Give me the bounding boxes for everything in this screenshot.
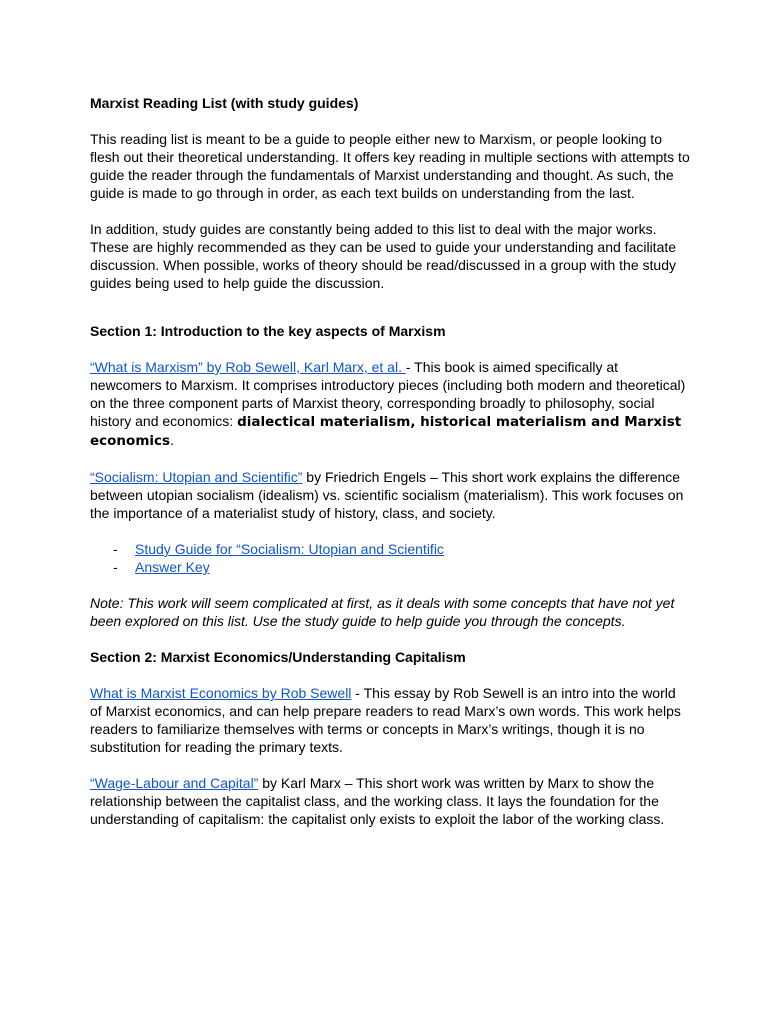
- entry-bold-topics: dialectical materialism, historical materialism and Marxist economics: [90, 414, 682, 449]
- entry-description: by Friedrich Engels – This short work explains the difference between utopian socialism (idealism) vs. scientific socialism (materialism). This work focuses on the importance of a materialist study of history, class, and society.: [90, 469, 684, 521]
- link-study-guide[interactable]: Study Guide for “Socialism: Utopian and Scientific: [135, 541, 444, 557]
- section-2-entry-marxist-economics: [90, 684, 690, 756]
- list-item: [90, 540, 690, 558]
- list-dash: -: [113, 559, 118, 575]
- section-1-entry-what-is-marxism: [90, 358, 690, 450]
- section-1-heading: Section 1: Introduction to the key aspects of Marxism: [90, 323, 446, 339]
- document-body: [90, 94, 690, 846]
- entry-description: - This book is aimed specifically at newcomers to Marxism. It comprises introductory pieces (including both modern and theoretical) on the three component parts of Marxist theory, corresponding broadly to philosophy, social history and economics:: [90, 359, 686, 429]
- intro-paragraph-1: This reading list is meant to be a guide to people either new to Marxism, or people looking to flesh out their theoretical understanding. It offers key reading in multiple sections with attempts to guide the reader through the fundamentals of Marxist understanding and thought. As such, the guide is made to go through in order, as each text builds on understanding from the last.: [90, 131, 690, 201]
- section-1-entry-socialism: [90, 468, 690, 522]
- link-socialism-utopian-scientific[interactable]: “Socialism: Utopian and Scientific”: [90, 469, 303, 485]
- list-item: [90, 558, 690, 576]
- link-wage-labour-and-capital[interactable]: “Wage-Labour and Capital”: [90, 775, 259, 791]
- section-1-note: Note: This work will seem complicated at first, as it deals with some concepts that have not yet been explored on this list. Use the study guide to help guide you through the concepts.: [90, 595, 675, 629]
- entry-description: - This essay by Rob Sewell is an intro into the world of Marxist economics, and can help prepare readers to read Marx’s own words. This work helps readers to familiarize themselves with terms or concepts in Marx’s writings, though it is no substitution for reading the primary texts.: [90, 685, 681, 755]
- document-title: Marxist Reading List (with study guides): [90, 95, 359, 111]
- link-what-is-marxist-economics[interactable]: What is Marxist Economics by Rob Sewell: [90, 685, 352, 701]
- section-2-entry-wage-labour: [90, 774, 690, 828]
- section-2-heading: Section 2: Marxist Economics/Understanding Capitalism: [90, 649, 466, 665]
- link-answer-key[interactable]: Answer Key: [135, 559, 210, 575]
- study-guide-list: [90, 540, 690, 576]
- entry-description: by Karl Marx – This short work was written by Marx to show the relationship between the capitalist class, and the working class. It lays the foundation for the understanding of capitalism: the capitalist only exists to exploit the labor of the working class.: [90, 775, 665, 827]
- entry-end-punctuation: .: [170, 432, 174, 448]
- link-what-is-marxism[interactable]: “What is Marxism” by Rob Sewell, Karl Marx, et al.: [90, 359, 406, 375]
- intro-paragraph-2: In addition, study guides are constantly being added to this list to deal with the major works. These are highly recommended as they can be used to guide your understanding and facilitate discussion. When possible, works of theory should be read/discussed in a group with the study guides being used to help guide the discussion.: [90, 221, 677, 291]
- list-dash: -: [113, 541, 118, 557]
